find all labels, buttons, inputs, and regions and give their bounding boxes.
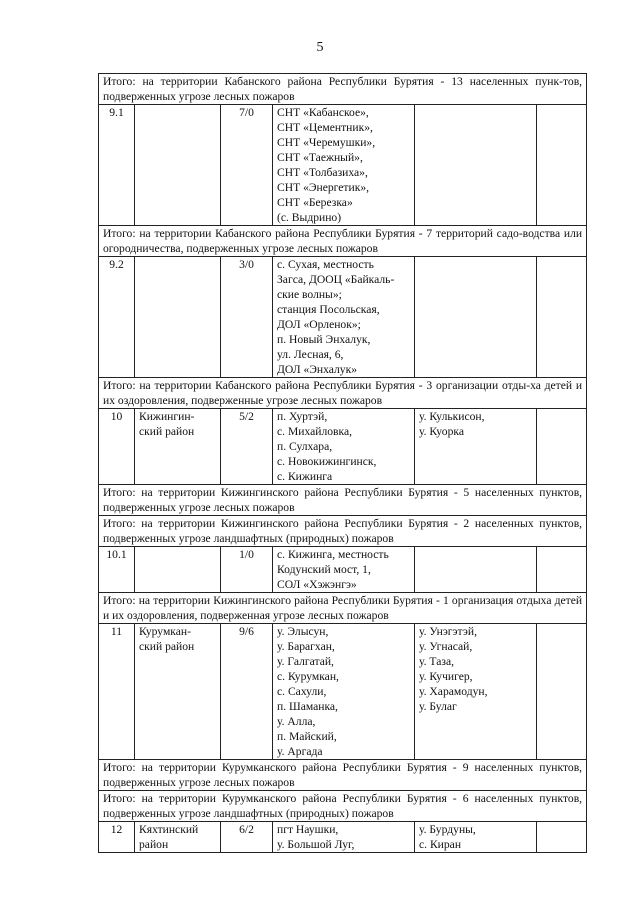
cell-line: с. Новокижингинск, [277,455,377,468]
district-name [135,624,221,760]
cell-line: Кяхтинский [139,823,199,836]
table-row [99,105,587,226]
settlement-count: 1/0 [221,547,273,593]
cell-line: ский район [139,425,195,438]
cell-line: у. Аргада [277,745,323,758]
settlement-count: 9/6 [221,624,273,760]
row-number: 9.1 [99,105,135,226]
cell-line: у. Барагхан, [277,640,335,653]
empty-cell [537,257,587,378]
cell-line: Курумкан- [139,625,191,638]
district-name [135,409,221,485]
table-row [99,624,587,760]
cell-line: у. Большой Луг, [277,838,355,851]
summary-text: Итого: на территории Курумканского района Республики Бурятия - 9 населенных пунктов, подверженных угрозе лесных пожаров [99,760,587,791]
cell-line: с. Михайловка, [277,425,353,438]
table-row [99,822,587,853]
row-number: 12 [99,822,135,853]
row-number: 10 [99,409,135,485]
cell-line: ский район [139,640,195,653]
district-name [135,547,221,593]
cell-line: у. Кулькисон, [419,410,485,423]
cell-line: СНТ «Цементник», [277,121,373,134]
settlements-table [98,73,587,853]
district-name [135,257,221,378]
cell-line: у. Харамодун, [419,685,488,698]
row-number: 10.1 [99,547,135,593]
district-name [135,822,221,853]
cell-line: Кижингин- [139,410,195,423]
table-row [99,409,587,485]
forest-fire-settlements [273,257,415,378]
cell-line: СНТ «Таежный», [277,151,363,164]
page-number: 5 [316,40,324,55]
cell-line: (с. Выдрино) [277,211,342,224]
settlement-count: 6/2 [221,822,273,853]
empty-cell [537,547,587,593]
settlement-count: 5/2 [221,409,273,485]
cell-line: у. Булаг [419,700,457,713]
cell-line: Загса, ДООЦ «Байкаль- [277,273,395,286]
cell-line: п. Новый Энхалук, [277,333,371,346]
summary-row [99,593,587,624]
summary-row [99,485,587,516]
summary-text: Итого: на территории Кабанского района Республики Бурятия - 13 населенных пунк-тов, подверженных угрозе лесных пожаров [99,74,587,105]
cell-line: ДОЛ «Орленок»; [277,318,361,331]
cell-line: п. Майский, [277,730,337,743]
cell-line: у. Алла, [277,715,316,728]
summary-row [99,516,587,547]
summary-text: Итого: на территории Кижингинского района Республики Бурятия - 2 населенных пунктов, подверженных угрозе ландшафтных (природных) пожаров [99,516,587,547]
cell-line: СНТ «Кабанское», [277,106,369,119]
landscape-fire-settlements [415,105,537,226]
summary-text: Итого: на территории Кижингинского района Республики Бурятия - 5 населенных пунктов, подверженных угрозе лесных пожаров [99,485,587,516]
cell-line: у. Элысун, [277,625,329,638]
summary-text: Итого: на территории Кабанского района Республики Бурятия - 3 организации отды-ха детей и их оздоровления, подверженные угрозе лесных пожаров [99,378,587,409]
cell-line: СОЛ «Хэжэнгэ» [277,578,357,591]
cell-line: СНТ «Энергетик», [277,181,370,194]
forest-fire-settlements [273,409,415,485]
cell-line: у. Галгатай, [277,655,334,668]
table-row [99,547,587,593]
settlement-count: 7/0 [221,105,273,226]
summary-row [99,791,587,822]
summary-row [99,226,587,257]
forest-fire-settlements [273,624,415,760]
empty-cell [537,409,587,485]
landscape-fire-settlements [415,624,537,760]
cell-line: СНТ «Толбазиха», [277,166,368,179]
summary-row [99,74,587,105]
empty-cell [537,624,587,760]
cell-line: у. Унэгэтэй, [419,625,477,638]
forest-fire-settlements [273,547,415,593]
cell-line: у. Угнасай, [419,640,473,653]
forest-fire-settlements [273,822,415,853]
cell-line: СНТ «Черемушки», [277,136,376,149]
summary-text: Итого: на территории Кижингинского района Республики Бурятия - 1 организация отдыха детей и их оздоровления, подверженная угрозе лесных пожаров [99,593,587,624]
cell-line: п. Хуртэй, [277,410,328,423]
settlement-count: 3/0 [221,257,273,378]
cell-line: Кодунский мост, 1, [277,563,371,576]
cell-line: у. Таза, [419,655,454,668]
cell-line: п. Сулхара, [277,440,333,453]
landscape-fire-settlements [415,547,537,593]
cell-line: район [139,838,169,851]
cell-line: у. Куорка [419,425,464,438]
cell-line: п. Шаманка, [277,700,338,713]
cell-line: с. Сухая, местность [277,258,374,271]
landscape-fire-settlements [415,822,537,853]
landscape-fire-settlements [415,257,537,378]
cell-line: ул. Лесная, 6, [277,348,344,361]
cell-line: у. Бурдуны, [419,823,476,836]
cell-line: с. Кижинга [277,470,333,483]
table-row [99,257,587,378]
summary-row [99,378,587,409]
cell-line: у. Кучигер, [419,670,473,683]
cell-line: пгт Наушки, [277,823,339,836]
cell-line: с. Курумкан, [277,670,339,683]
forest-fire-settlements [273,105,415,226]
cell-line: станция Посольская, [277,303,380,316]
summary-text: Итого: на территории Кабанского района Республики Бурятия - 7 территорий садо-водства или огородничества, подверженных угрозе лесных пожаров [99,226,587,257]
row-number: 9.2 [99,257,135,378]
cell-line: СНТ «Березка» [277,196,353,209]
cell-line: с. Кижинга, местность [277,548,389,561]
row-number: 11 [99,624,135,760]
cell-line: с. Сахули, [277,685,327,698]
cell-line: с. Киран [419,838,462,851]
summary-text: Итого: на территории Курумканского района Республики Бурятия - 6 населенных пунктов, подверженных угрозе ландшафтных (природных) пожаров [99,791,587,822]
summary-row [99,760,587,791]
empty-cell [537,105,587,226]
cell-line: ДОЛ «Энхалук» [277,363,358,376]
cell-line: ские волны»; [277,288,342,301]
district-name [135,105,221,226]
empty-cell [537,822,587,853]
landscape-fire-settlements [415,409,537,485]
